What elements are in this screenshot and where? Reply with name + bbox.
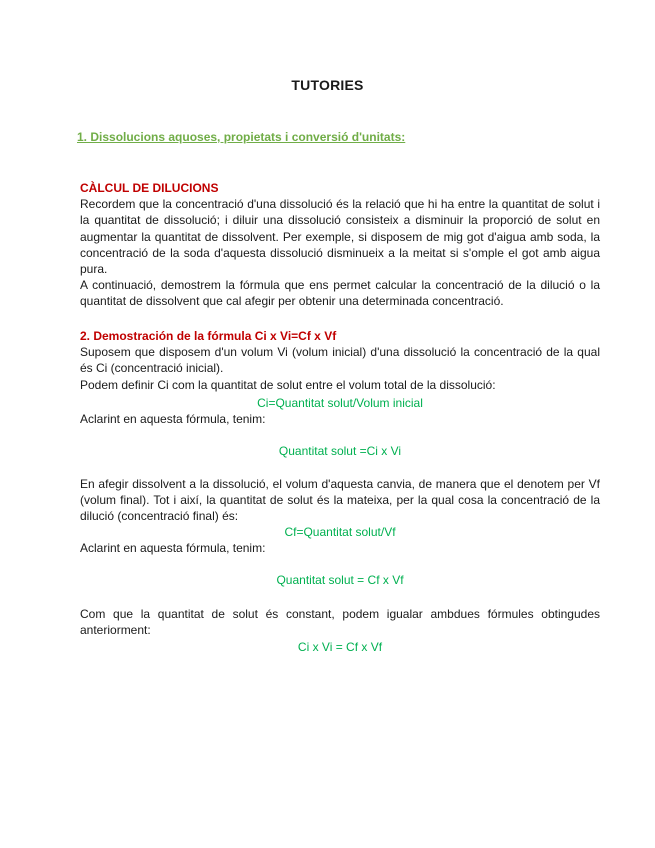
demostracion-block [80,328,600,393]
afegir-dissolvent-block [80,476,600,525]
section-heading: 1. Dissolucions aquoses, propietats i conversió d'unitats: [77,130,406,144]
demostracion-paragraph-6: Com que la quantitat de solut és constant, podem igualar ambdues fórmules obtingudes anteriorment: [80,607,600,638]
formula-ci: Ci=Quantitat solut/Volum inicial [257,396,423,410]
dilucions-heading: CÀLCUL DE DILUCIONS [80,181,219,195]
page-title: TUTORIES [291,77,364,93]
formula-cf: Cf=Quantitat solut/Vf [284,525,396,539]
dilucions-paragraph-1: Recordem que la concentració d'una dissolució és la relació que hi ha entre la quantitat de solut i la quantitat de dissolució; i diluir una dissolució consisteix a disminuir la proporció de solut en augmentar la quantitat de dissolvent. Per exemple, si disposem de mig got d'aigua amb soda, la concentració de la soda d'aquesta dissolució disminueix a la meitat si s'omple el got amb aigua pura. [80,197,600,277]
igualar-block [80,606,600,638]
demostracion-paragraph-3: Aclarint en aquesta fórmula, tenim: [80,412,266,426]
aclarint-2-block [80,540,600,556]
demostracion-paragraph-1: Suposem que disposem d'un volum Vi (volum inicial) d'una dissolució la concentració de la qual és Ci (concentració inicial). [80,345,600,376]
formula-quantitat-ci: Quantitat solut =Ci x Vi [278,444,402,458]
demostracion-heading: 2. Demostración de la fórmula Ci x Vi=Cf x Vf [80,329,337,343]
demostracion-paragraph-4: En afegir dissolvent a la dissolució, el volum d'aquesta canvia, de manera que el denotem per Vf (volum final). Tot i així, la quantitat de solut és la mateixa, per la qual cosa la concentració de la dilució (concentració final) és: [80,477,600,524]
demostracion-paragraph-2: Podem definir Ci com la quantitat de solut entre el volum total de la dissolució: [80,377,496,392]
dilucions-block [80,180,600,310]
aclarint-1-block [80,411,600,427]
formula-final: Ci x Vi = Cf x Vf [297,640,383,654]
formula-quantitat-cf: Quantitat solut = Cf x Vf [276,573,404,587]
dilucions-paragraph-2: A continuació, demostrem la fórmula que ens permet calcular la concentració de la dilució o la quantitat de dissolvent que cal afegir per obtenir una determinada concentració. [80,278,600,309]
demostracion-paragraph-5: Aclarint en aquesta fórmula, tenim: [80,541,266,555]
